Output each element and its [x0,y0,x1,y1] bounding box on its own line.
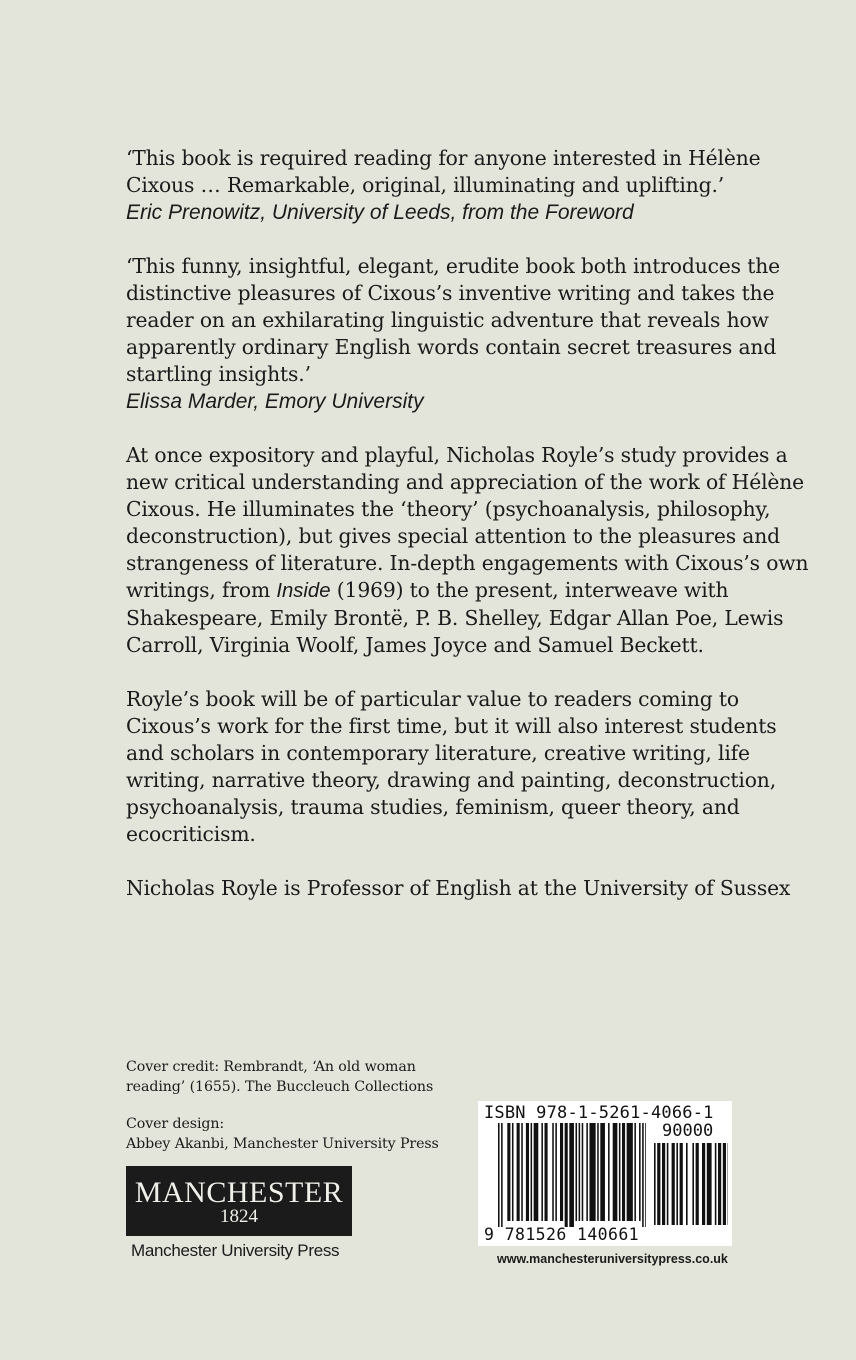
barcode-bar [498,1123,500,1227]
barcode-bar [512,1123,514,1221]
barcode-bar [517,1123,520,1221]
barcode-bar [534,1123,539,1221]
quote-marder-attribution: Elissa Marder, Emory University [126,390,424,413]
barcode-bar [541,1123,543,1221]
addon-barcode-bars [654,1143,728,1229]
barcode-bar [531,1123,533,1221]
barcode-bar [576,1123,578,1221]
ean-barcode-bars [498,1123,646,1229]
barcode-bar [569,1123,574,1227]
barcode-bar [686,1143,688,1225]
barcode-bar [565,1123,568,1227]
barcode-bar [696,1143,699,1225]
barcode-bar [654,1143,656,1225]
barcode-bar [597,1123,599,1221]
isbn-label: ISBN 978-1-5261-4066-1 [484,1103,714,1123]
barcode-bar [545,1123,548,1221]
blurb-paragraph-2: Royle’s book will be of particular value to readers coming to Cixous’s work for the first time, but it will also interest students and scholars in contemporary literature, creative writing, life writing, narrative theory, drawing and painting, deconstruction, psychoanalysis, trauma studies, feminism, queer theory, and ecocriticism. [126,687,777,846]
barcode-bar [645,1123,646,1227]
cover-design-name: Abbey Akanbi, Manchester University Press [126,1136,439,1152]
barcode-bar [662,1143,665,1225]
quote-marder: ‘This funny, insightful, elegant, erudite book both introduces the distinctive pleasures of Cixous’s inventive writing and takes the reader on an exhilarating linguistic adventure that reveals how apparently ordinary English words contain secret treasures and startling insights.’ [126,254,780,386]
publisher-name: Manchester University Press [131,1241,340,1260]
barcode-bar [521,1123,523,1221]
barcode-bar [552,1123,554,1221]
publisher-url: www.manchesteruniversitypress.co.uk [497,1252,728,1266]
logo-wordmark: MANCHESTER [134,1176,344,1209]
cover-credit [126,1057,433,1097]
barcode-bar [613,1123,618,1221]
isbn-barcode [478,1101,732,1246]
book-title-inside: Inside [276,580,331,602]
barcode-bar [657,1143,660,1225]
cover-credit-line-1: Cover credit: Rembrandt, ‘An old woman [126,1059,416,1075]
barcode-bar [627,1123,633,1221]
barcode-bar [622,1123,625,1221]
cover-design-label: Cover design: [126,1116,225,1132]
barcode-bar [555,1123,557,1221]
publisher-logo [126,1166,352,1236]
logo-year: 1824 [220,1206,258,1227]
barcode-bar [639,1123,641,1221]
barcode-bar [600,1123,605,1221]
barcode-bar [702,1143,705,1225]
cover-credit-line-2: reading’ (1655). The Buccleuch Collections [126,1079,434,1095]
barcode-bar [634,1123,636,1221]
ean-number: 9 781526 140661 [484,1225,640,1244]
barcode-bar [582,1123,584,1221]
barcode-bar [608,1123,610,1221]
barcode-bar [715,1143,717,1225]
barcode-bar [707,1143,712,1225]
author-bio: Nicholas Royle is Professor of English at the University of Sussex [126,876,791,900]
barcode-bar [579,1123,581,1221]
barcode-bar [672,1143,675,1225]
barcode-bar [501,1123,503,1227]
barcode-bar [667,1143,669,1225]
barcode-bar [642,1123,644,1227]
blurb-paragraph-1 [126,442,816,659]
blurb-p1-end: (1969) to the present, interweave with Shakespeare, Emily Brontë, P. B. Shelley, Edgar Allan Poe, Lewis Carroll, Virginia Woolf, James Joyce and Samuel Beckett. [126,578,784,657]
back-cover-text [126,145,816,902]
barcode-bar [586,1123,588,1221]
barcode-bar [692,1143,694,1225]
quote-foreword-attribution: Eric Prenowitz, University of Leeds, from the Foreword [126,201,634,224]
barcode-bar [619,1123,621,1221]
cover-design-credit [126,1114,439,1154]
barcode-bar [589,1123,595,1221]
price-addon-number: 90000 [662,1121,714,1141]
quote-foreword: ‘This book is required reading for anyone interested in Hélène Cixous … Remarkable, original, illuminating and uplifting.’ [126,146,761,197]
barcode-bar [723,1143,726,1225]
barcode-bar [560,1123,563,1221]
barcode-bar [507,1123,510,1221]
barcode-bar [718,1143,721,1225]
barcode-bar [526,1123,529,1221]
blurb-p1-start: At once expository and playful, Nicholas Royle’s study provides a new critical understanding and appreciation of the work of Hélène Cixous. He illuminates the ‘theory’ (psychoanalysis, philosophy, deconstruction), but gives special attention to the pleasures and strangeness of literature. In-depth engagements with Cixous’s own writings, from [126,443,809,602]
barcode-bar [680,1143,683,1225]
barcode-bar [676,1143,678,1225]
